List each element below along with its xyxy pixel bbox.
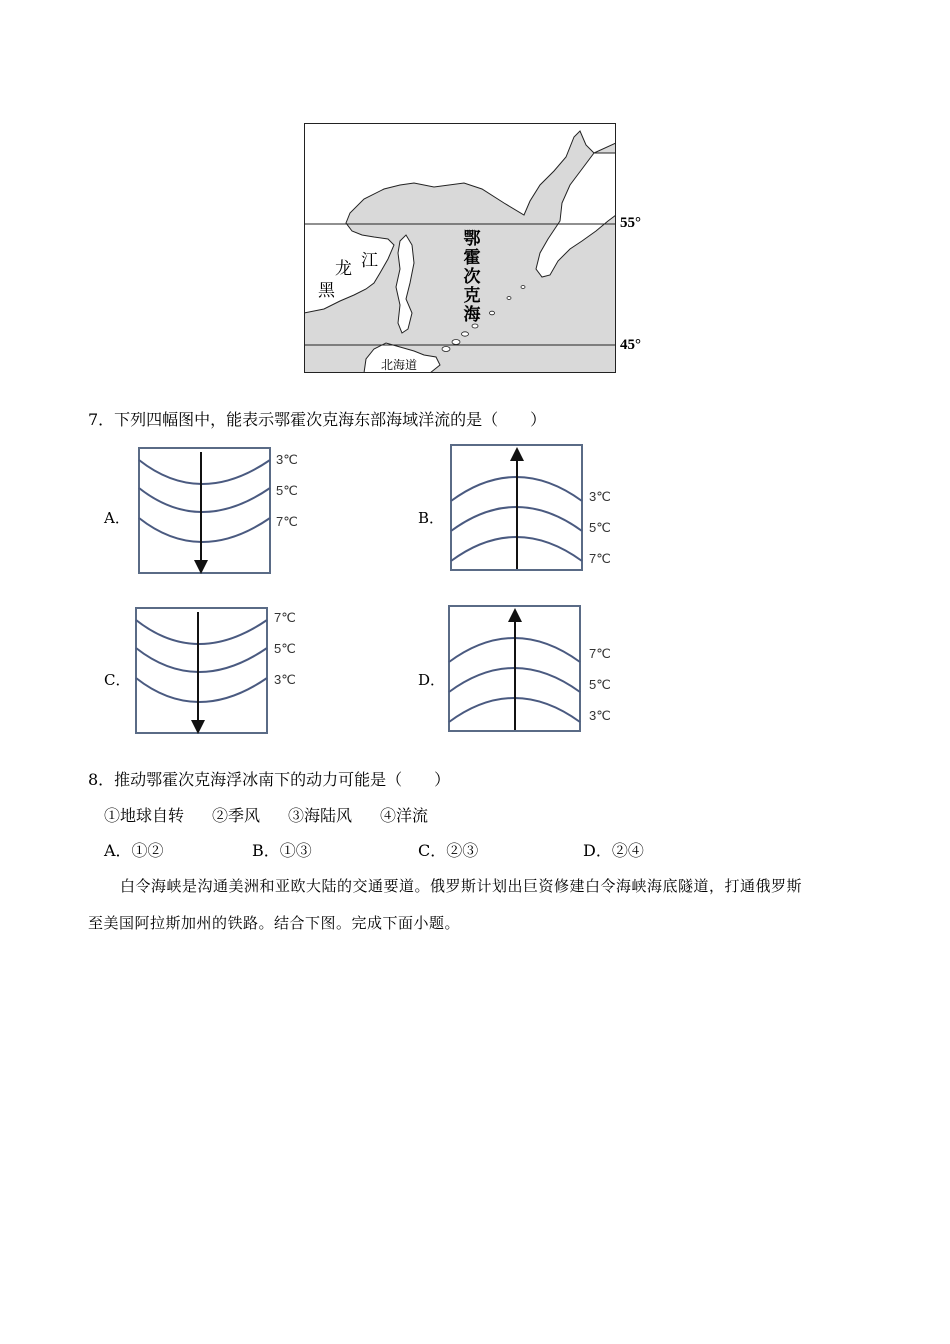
q7-b-temp-bottom: 7℃ [589,551,611,566]
passage-line-1: 白令海峡是沟通美洲和亚欧大陆的交通要道。俄罗斯计划出巨资修建白令海峡海底隧道，打通俄罗斯 [120,877,803,895]
q7-option-b-label[interactable]: B． [418,509,445,527]
q7-c-temp-mid: 5℃ [274,641,296,656]
q8-stem: 8．推动鄂霍次克海浮冰南下的动力可能是（ ） [88,770,451,789]
q7-option-c-label[interactable]: C． [104,671,131,689]
q7-option-c-diagram[interactable] [135,606,271,736]
passage-line-2: 至美国阿拉斯加州的铁路。结合下图。完成下面小题。 [88,914,461,932]
river-char-3: 黑 [318,281,335,301]
q7-option-d-diagram[interactable] [448,604,584,734]
q8-item-2: ②季风 [212,806,261,825]
q7-d-temp-bottom: 3℃ [589,708,611,723]
q8-choice-a[interactable]: A．①② [104,841,164,860]
sea-name-label: 鄂霍次克海 [463,229,481,325]
q7-d-temp-top: 7℃ [589,646,611,661]
q7-option-a-label[interactable]: A． [104,509,130,527]
q8-item-4: ④洋流 [380,806,429,825]
q7-option-a-diagram[interactable] [138,446,274,576]
q7-c-temp-top: 7℃ [274,610,296,625]
lat-45-label: 45° [620,337,641,353]
q7-option-b-diagram[interactable] [450,443,586,573]
q7-a-temp-top: 3℃ [276,452,298,467]
q8-choice-c[interactable]: C．②③ [418,841,479,860]
river-char-1: 龙 [335,259,352,279]
q7-b-temp-mid: 5℃ [589,520,611,535]
river-char-2: 江 [361,251,378,271]
q7-a-temp-mid: 5℃ [276,483,298,498]
q8-item-1: ①地球自转 [104,806,185,825]
q7-c-temp-bottom: 3℃ [274,672,296,687]
hokkaido-label: 北海道 [381,358,418,372]
lat-55-label: 55° [620,215,641,231]
q8-choice-b[interactable]: B．①③ [252,841,312,860]
q8-choice-d[interactable]: D．②④ [583,841,644,860]
q7-option-d-label[interactable]: D． [418,671,446,689]
q7-a-temp-bottom: 7℃ [276,514,298,529]
q7-d-temp-mid: 5℃ [589,677,611,692]
q7-stem: 7．下列四幅图中，能表示鄂霍次克海东部海域洋流的是（ ） [88,410,547,429]
q8-item-3: ③海陆风 [288,806,353,825]
q7-b-temp-top: 3℃ [589,489,611,504]
